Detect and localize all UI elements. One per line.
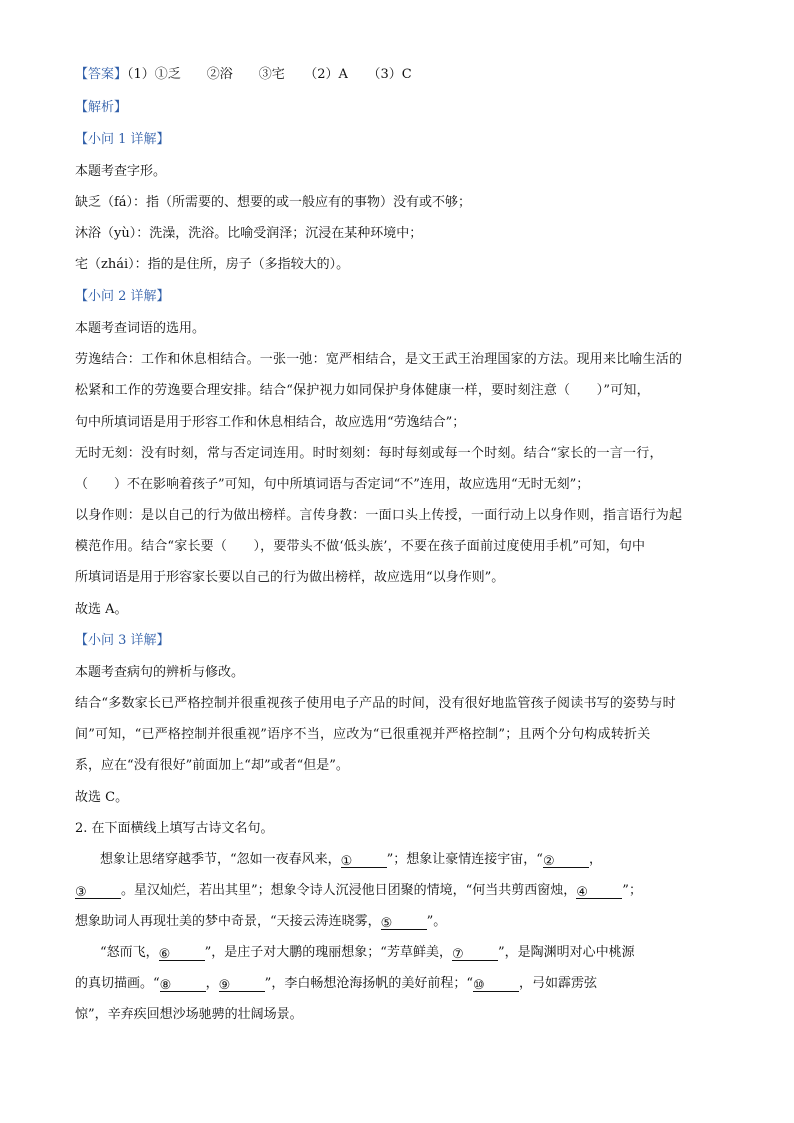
blank-5[interactable]: ⑤ xyxy=(381,915,427,930)
poem-text: ”，是陶渊明对心中桃源 xyxy=(497,945,635,960)
q3-line: 结合“多数家长已严格控制并很重视孩子使用电子产品的时间，没有很好地监管孩子阅读书写的姿势与时 xyxy=(75,696,676,711)
blank-10[interactable]: ⑩ xyxy=(473,977,519,992)
answer-body: （1）①乏 ②浴 ③宅 （2）A （3）C xyxy=(127,67,412,82)
blank-4[interactable]: ④ xyxy=(576,884,622,899)
answer-line xyxy=(75,66,412,84)
q2-line: 本题考查词语的选用。 xyxy=(75,321,206,336)
poem-text: ”，是庄子对大鹏的瑰丽想象；“芳草鲜美， xyxy=(204,945,452,960)
q1-line: 宅（zhái）：指的是住所，房子（多指较大的）。 xyxy=(75,257,350,272)
q3-line: 本题考查病句的辨析与修改。 xyxy=(75,665,245,680)
poem-text: ”；想象让豪情连接宇宙，“ xyxy=(386,852,543,867)
poem-line xyxy=(75,913,446,931)
poem-text: ”。 xyxy=(426,914,447,929)
q3-line: 间”可知，“已严格控制并很重视”语序不当，应改为“已很重视并严格控制”；且两个分句构成转折关 xyxy=(75,727,651,742)
poem-line xyxy=(75,975,597,993)
poem-line xyxy=(100,944,635,962)
blank-9[interactable]: ⑨ xyxy=(219,977,265,992)
analysis-tag: 【解析】 xyxy=(75,100,128,115)
poem-text: “怒而飞， xyxy=(100,945,159,960)
q3-tag: 【小问 3 详解】 xyxy=(75,633,170,648)
q1-line: 缺乏（fá）：指（所需要的、想要的或一般应有的事物）没有或不够； xyxy=(75,195,472,210)
q2-line: 故选 A。 xyxy=(75,602,128,617)
poem-text: 。星汉灿烂，若出其里”；想象令诗人沉浸他日团聚的情境，“何当共剪西窗烛， xyxy=(121,883,577,898)
q2-line: 无时无刻：没有时刻，常与否定词连用。时时刻刻：每时每刻或每一个时刻。结合“家长的一言一行， xyxy=(75,446,663,461)
q2-line: 所填词语是用于形容家长要以自己的行为做出榜样，故应选用“以身作则”。 xyxy=(75,570,505,585)
poem-text: 的真切描画。“ xyxy=(75,976,160,991)
poem-text: ， xyxy=(588,852,602,867)
poem-text: 想象让思绪穿越季节，“忽如一夜春风来， xyxy=(100,852,341,867)
poem-text: 想象助词人再现壮美的梦中奇景，“天接云涛连晓雾， xyxy=(75,914,381,929)
q2-line: 劳逸结合：工作和休息相结合。一张一弛：宽严相结合，是文王武王治理国家的方法。现用来比喻生活的 xyxy=(75,352,683,367)
blank-1[interactable]: ① xyxy=(341,853,387,868)
poem-text: ”，李白畅想沧海扬帆的美好前程；“ xyxy=(264,976,473,991)
blank-8[interactable]: ⑧ xyxy=(160,977,206,992)
q1-line: 沐浴（yù）：洗澡，洗浴。比喻受润泽；沉浸在某种环境中； xyxy=(75,226,423,241)
poem-line xyxy=(75,882,642,900)
q1-tag: 【小问 1 详解】 xyxy=(75,132,170,147)
q3-line: 故选 C。 xyxy=(75,790,129,805)
q2-line: 句中所填词语是用于形容工作和休息相结合，故应选用“劳逸结合”； xyxy=(75,415,466,430)
q2-tag: 【小问 2 详解】 xyxy=(75,289,170,304)
blank-6[interactable]: ⑥ xyxy=(159,946,205,961)
poem-text: ，弓如霹雳弦 xyxy=(518,976,597,991)
blank-3[interactable]: ③ xyxy=(75,884,121,899)
q2-line: 松紧和工作的劳逸要合理安排。结合“保护视力如同保护身体健康一样，要时刻注意（ ）”可知， xyxy=(75,383,650,398)
blank-7[interactable]: ⑦ xyxy=(452,946,498,961)
blank-2[interactable]: ② xyxy=(543,853,589,868)
q4-title: 2. 在下面横线上填写古诗文名句。 xyxy=(75,821,274,836)
q3-line: 系，应在“没有很好”前面加上“却”或者“但是”。 xyxy=(75,758,349,773)
q1-line: 本题考查字形。 xyxy=(75,164,167,179)
answer-tag: 【答案】 xyxy=(75,67,128,82)
poem-text: ”； xyxy=(622,883,642,898)
poem-line: 惊”，辛弃疾回想沙场驰骋的壮阔场景。 xyxy=(75,1007,303,1022)
q2-line: （ ）不在影响着孩子”可知，句中所填词语与否定词“不”连用，故应选用“无时无刻”； xyxy=(75,477,590,492)
q2-line: 以身作则：是以自己的行为做出榜样。言传身教：一面口头上传授，一面行动上以身作则，指言语行为起 xyxy=(75,508,683,523)
poem-line xyxy=(100,851,602,869)
q2-line: 模范作用。结合“家长要（ ），要带头不做‘低头族’，不要在孩子面前过度使用手机”可知，句中 xyxy=(75,539,646,554)
poem-text: ， xyxy=(205,976,219,991)
